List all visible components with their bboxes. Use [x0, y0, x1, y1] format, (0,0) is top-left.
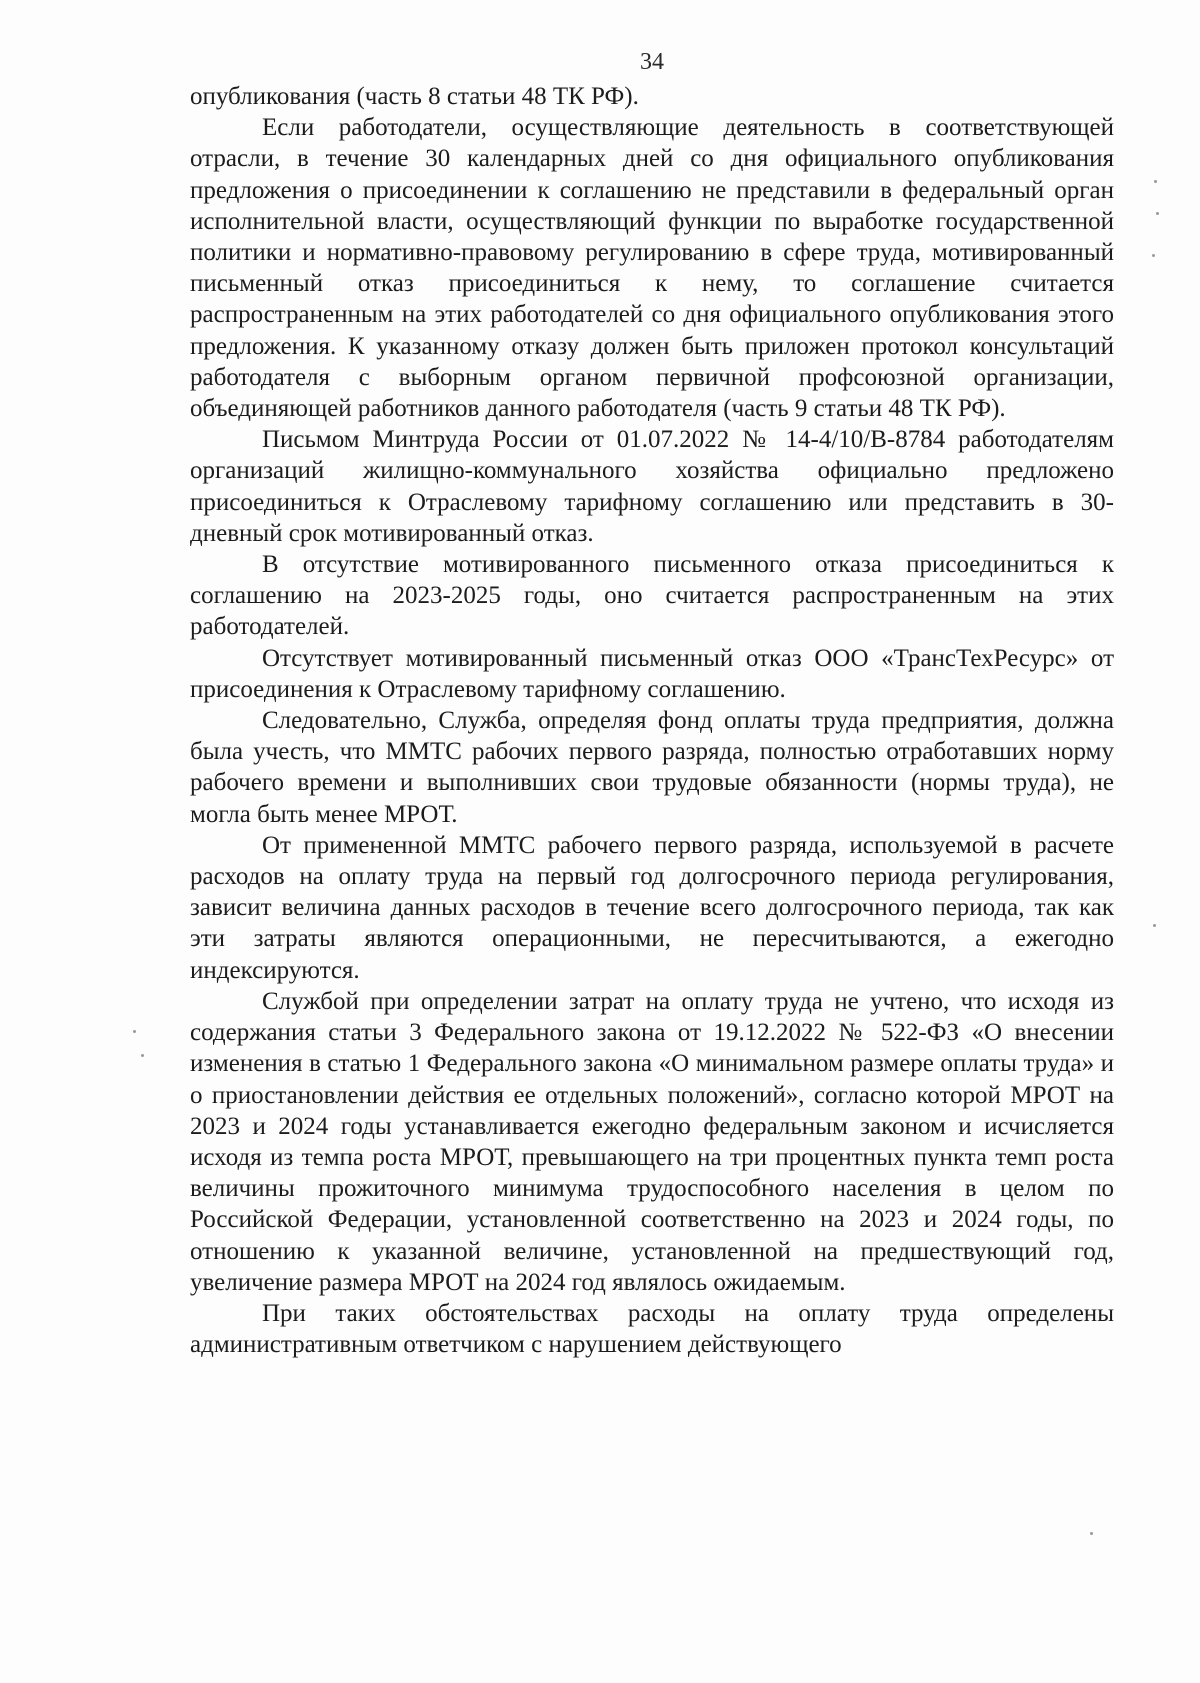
paragraph: При таких обстоятельствах расходы на оплату труда определены административным ответчиком с нарушением действующего [190, 1299, 1114, 1359]
page-number: 34 [640, 49, 664, 75]
scan-speck [1152, 254, 1155, 257]
paragraph: Следовательно, Служба, определяя фонд оплаты труда предприятия, должна была учесть, что ММТС рабочих первого разряда, полностью отработавших норму рабочего времени и выполнивших свои трудовые обязанности (нормы труда), не могла быть менее МРОТ. [190, 707, 1114, 828]
paragraph-continuation: опубликования (часть 8 статьи 48 ТК РФ). [190, 83, 639, 110]
scan-speck [141, 1054, 144, 1057]
paragraph: Отсутствует мотивированный письменный отказ ООО «ТрансТехРесурс» от присоединения к Отраслевому тарифному соглашению. [190, 644, 1114, 703]
paragraph: От примененной ММТС рабочего первого разряда, используемой в расчете расходов на оплату труда на первый год долгосрочного периода регулирования, зависит величина данных расходов в течение всего долгосрочного периода, так как эти затраты являются операционными, не пересчитываются, а ежегодно индексируются. [190, 831, 1114, 984]
document-body [190, 81, 1114, 1360]
scan-speck [1090, 1532, 1093, 1535]
scan-speck [1154, 180, 1157, 183]
paragraph: Если работодатели, осуществляющие деятельность в соответствующей отрасли, в течение 30 календарных дней со дня официального опубликования предложения о присоединении к соглашению не представили в федеральный орган исполнительной власти, осуществляющий функции по выработке государственной политики и нормативно-правовому регулированию в сфере труда, мотивированный письменный отказ присоединиться к нему, то соглашение считается распространенным на этих работодателей со дня официального опубликования этого предложения. К указанному отказу должен быть приложен протокол консультаций работодателя с выборным органом первичной профсоюзной организации, объединяющей работников данного работодателя (часть 9 статьи 48 ТК РФ). [190, 114, 1114, 423]
scan-speck [1153, 924, 1156, 927]
paragraph: В отсутствие мотивированного письменного отказа присоединиться к соглашению на 2023-2025 годы, оно считается распространенным на этих работодателей. [190, 551, 1114, 641]
paragraph: Письмом Минтруда России от 01.07.2022 № 14-4/10/В-8784 работодателям организаций жилищно-коммунального хозяйства официально предложено присоединиться к Отраслевому тарифному соглашению или представить в 30- дневный срок мотивированный отказ. [190, 426, 1114, 547]
paragraph: Службой при определении затрат на оплату труда не учтено, что исходя из содержания статьи 3 Федерального закона от 19.12.2022 № 522-ФЗ «О внесении изменения в статью 1 Федерального закона «О минимальном размере оплаты труда» и о приостановлении действия ее отдельных положений», согласно которой МРОТ на 2023 и 2024 годы устанавливается ежегодно федеральным законом и исчисляется исходя из темпа роста МРОТ, превышающего на три процентных пункта темп роста величины прожиточного минимума трудоспособного населения в целом по Российской Федерации, установленной соответственно на 2023 и 2024 годы, по отношению к указанной величине, установленной на предшествующий год, увеличение размера МРОТ на 2024 год являлось ожидаемым. [190, 987, 1114, 1296]
scan-speck [1156, 212, 1159, 215]
scan-speck [133, 1030, 136, 1033]
